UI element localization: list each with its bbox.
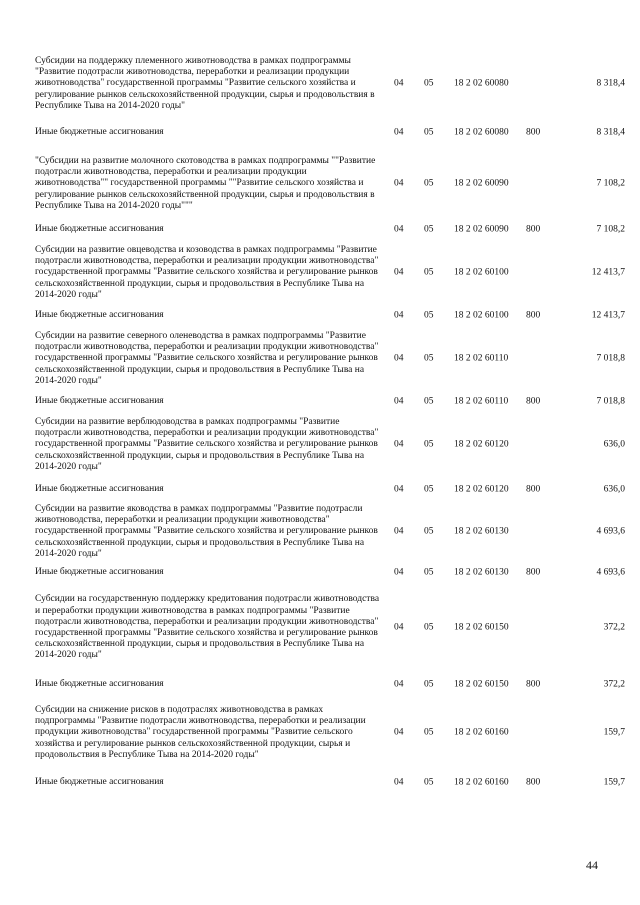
row-expense-type: 800: [526, 484, 541, 495]
row-subsection: 05: [424, 267, 434, 278]
table-row: [35, 676, 625, 694]
table-row: [35, 224, 625, 236]
table-row: [35, 322, 625, 396]
row-subsection: 05: [424, 679, 434, 690]
row-target-code: 18 2 02 60090: [454, 224, 509, 235]
row-name: Иные бюджетные ассигнования: [35, 396, 164, 407]
row-amount: 636,0: [603, 439, 625, 450]
row-name: Субсидии на развитие верблюдоводства в рамках подпрограммы "Развитие подотрасли животноводства, переработки и реализации продукции животноводства" государственной программы "Развитие сельского хозяйства и регулирование рынков сельскохозяйственной продукции, сырья и продовольствия в Республике Тыва на 2014-2020 годы": [35, 416, 379, 472]
row-subsection: 05: [424, 224, 434, 235]
row-target-code: 18 2 02 60080: [454, 127, 509, 138]
row-expense-type: 800: [526, 224, 541, 235]
row-subsection: 05: [424, 439, 434, 450]
row-amount: 372,2: [603, 622, 625, 633]
table-row: [35, 408, 625, 482]
row-name: Субсидии на снижение рисков в подотраслях животноводства в рамках подпрограммы "Развитие подотрасли животноводства, переработки и реализации продукции животноводства" государственной программы "Развитие сельского хозяйства и регулирование рынков сельскохозяйственной продукции, сырья и продовольствия в Республике Тыва на 2014-2020 годы": [35, 704, 366, 760]
row-target-code: 18 2 02 60160: [454, 727, 509, 738]
row-target-code: 18 2 02 60120: [454, 484, 509, 495]
row-section: 04: [394, 127, 404, 138]
row-target-code: 18 2 02 60130: [454, 567, 509, 578]
row-target-code: 18 2 02 60110: [454, 353, 509, 364]
row-name: Субсидии на развитие яководства в рамках подпрограммы "Развитие подотрасли животноводства, переработки и реализации продукции животноводства" государственной программы "Развитие сельского хозяйства и регулирование рынков сельскохозяйственной продукции, сырья и продовольствия в Республике Тыва на 2014-2020 годы": [35, 503, 378, 559]
row-subsection: 05: [424, 526, 434, 537]
row-subsection: 05: [424, 78, 434, 89]
row-section: 04: [394, 727, 404, 738]
row-amount: 159,7: [603, 777, 625, 788]
table-row: [35, 580, 625, 676]
row-expense-type: 800: [526, 127, 541, 138]
row-amount: 4 693,6: [596, 567, 625, 578]
row-subsection: 05: [424, 622, 434, 633]
table-row: [35, 122, 625, 144]
table-row: [35, 46, 625, 122]
row-amount: 12 413,7: [591, 310, 625, 321]
row-amount: 8 318,4: [596, 78, 625, 89]
row-section: 04: [394, 679, 404, 690]
row-target-code: 18 2 02 60100: [454, 267, 509, 278]
row-section: 04: [394, 224, 404, 235]
table-row: [35, 694, 625, 772]
row-amount: 636,0: [603, 484, 625, 495]
row-amount: 372,2: [603, 679, 625, 690]
table-row: [35, 310, 625, 322]
row-subsection: 05: [424, 310, 434, 321]
row-target-code: 18 2 02 60130: [454, 526, 509, 537]
row-name: Иные бюджетные ассигнования: [35, 679, 164, 690]
row-subsection: 05: [424, 127, 434, 138]
row-expense-type: 800: [526, 777, 541, 788]
row-section: 04: [394, 484, 404, 495]
row-section: 04: [394, 567, 404, 578]
row-name: Иные бюджетные ассигнования: [35, 224, 164, 235]
row-amount: 7 018,8: [596, 353, 625, 364]
row-target-code: 18 2 02 60120: [454, 439, 509, 450]
table-row: [35, 498, 625, 566]
row-amount: 7 108,2: [596, 178, 625, 189]
row-target-code: 18 2 02 60080: [454, 78, 509, 89]
row-amount: 4 693,6: [596, 526, 625, 537]
row-subsection: 05: [424, 353, 434, 364]
table-row: [35, 236, 625, 310]
row-section: 04: [394, 267, 404, 278]
table-row: [35, 566, 625, 580]
row-target-code: 18 2 02 60150: [454, 679, 509, 690]
row-section: 04: [394, 622, 404, 633]
row-section: 04: [394, 353, 404, 364]
table-row: [35, 396, 625, 408]
row-amount: 7 018,8: [596, 396, 625, 407]
row-subsection: 05: [424, 567, 434, 578]
row-expense-type: 800: [526, 567, 541, 578]
row-name: Иные бюджетные ассигнования: [35, 777, 164, 788]
row-subsection: 05: [424, 178, 434, 189]
row-subsection: 05: [424, 484, 434, 495]
row-subsection: 05: [424, 727, 434, 738]
row-target-code: 18 2 02 60100: [454, 310, 509, 321]
table-row: [35, 144, 625, 224]
row-expense-type: 800: [526, 396, 541, 407]
table-row: [35, 482, 625, 498]
row-name: "Субсидии на развитие молочного скотоводства в рамках подпрограммы ""Развитие подотрасли животноводства, переработки и реализации продукции животноводства"" государственной программы ""Развитие сельского хозяйства и регулирование рынков сельскохозяйственной продукции, сырья и продовольствия в Республике Тыва на 2014-2020 годы""": [35, 155, 376, 211]
row-name: Субсидии на развитие северного оленеводства в рамках подпрограммы "Развитие подотрасли животноводства, переработки и реализации продукции животноводства" государственной программы "Развитие сельского хозяйства и регулирование рынков сельскохозяйственной продукции, сырья и продовольствия в Республике Тыва на 2014-2020 годы": [35, 330, 379, 386]
row-section: 04: [394, 396, 404, 407]
row-subsection: 05: [424, 396, 434, 407]
row-name: Иные бюджетные ассигнования: [35, 484, 164, 495]
row-target-code: 18 2 02 60160: [454, 777, 509, 788]
row-target-code: 18 2 02 60150: [454, 622, 509, 633]
row-name: Иные бюджетные ассигнования: [35, 127, 164, 138]
table-row: [35, 772, 625, 794]
row-expense-type: 800: [526, 310, 541, 321]
row-name: Иные бюджетные ассигнования: [35, 310, 164, 321]
row-section: 04: [394, 310, 404, 321]
row-amount: 159,7: [603, 727, 625, 738]
row-section: 04: [394, 777, 404, 788]
row-name: Субсидии на государственную поддержку кредитования подотрасли животноводства и переработки продукции животноводства в рамках подпрограммы "Развитие подотрасли животноводства, переработки и реализации продукции животноводства" государственной программы "Развитие сельского хозяйства и регулирование рынков сельскохозяйственной продукции, сырья и продовольствия в Республике Тыва на 2014-2020 годы": [35, 594, 380, 661]
page-number: 44: [586, 858, 598, 872]
row-expense-type: 800: [526, 679, 541, 690]
budget-table: [35, 46, 625, 794]
row-amount: 12 413,7: [591, 267, 625, 278]
row-section: 04: [394, 439, 404, 450]
row-target-code: 18 2 02 60110: [454, 396, 509, 407]
row-target-code: 18 2 02 60090: [454, 178, 509, 189]
row-amount: 8 318,4: [596, 127, 625, 138]
row-section: 04: [394, 78, 404, 89]
row-amount: 7 108,2: [596, 224, 625, 235]
row-section: 04: [394, 178, 404, 189]
row-section: 04: [394, 526, 404, 537]
row-name: Субсидии на поддержку племенного животноводства в рамках подпрограммы "Развитие подотрасли животноводства, переработки и реализации продукции животноводства" государственной программы "Развитие сельского хозяйства и регулирование рынков сельскохозяйственной продукции, сырья и продовольствия в Республике Тыва на 2014-2020 годы": [35, 55, 375, 111]
row-subsection: 05: [424, 777, 434, 788]
row-name: Субсидии на развитие овцеводства и козоводства в рамках подпрограммы "Развитие подотрасли животноводства, переработки и реализации продукции животноводства" государственной программы "Развитие сельского хозяйства и регулирование рынков сельскохозяйственной продукции, сырья и продовольствия в Республике Тыва на 2014-2020 годы": [35, 244, 379, 300]
row-name: Иные бюджетные ассигнования: [35, 567, 164, 578]
